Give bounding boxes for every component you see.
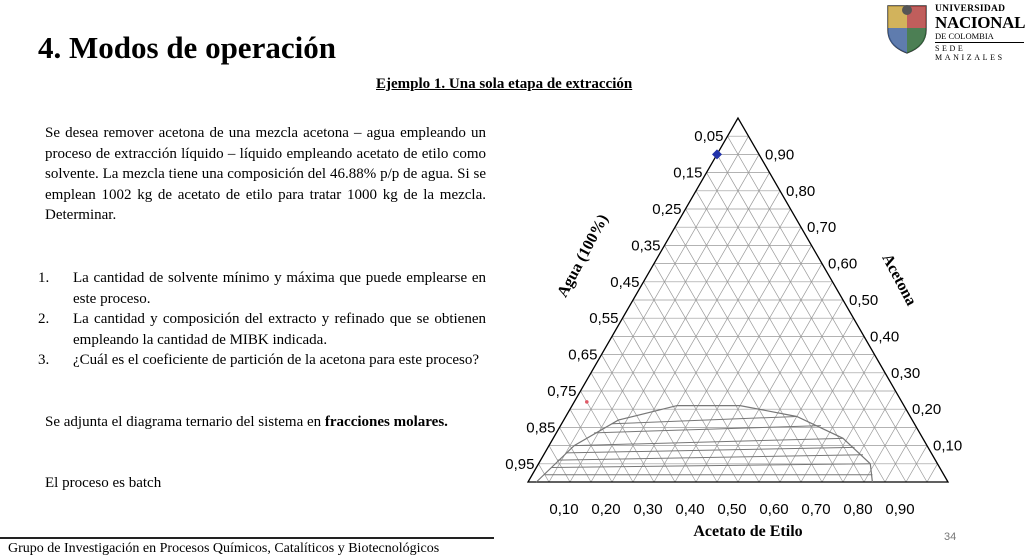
right-tick-label: 0,50 [849,292,879,309]
tie-line [594,426,821,433]
tie-line [551,464,870,468]
grid-line [581,391,634,482]
left-tick-label: 0,55 [589,310,619,328]
university-logo [884,0,1025,62]
grid-line [885,427,917,482]
batch-note: El proceso es batch [45,475,162,491]
grid-line [717,282,833,482]
red-point [585,400,589,404]
footer-text: Grupo de Investigación en Procesos Químicos, Catalíticos y Biotecnológicos [8,541,440,556]
bottom-tick-label: 0,80 [843,501,873,518]
right-tick-label: 0,70 [807,219,837,237]
attachment-note [45,412,486,433]
right-tick-label: 0,30 [891,364,921,382]
question-list [38,268,486,371]
left-tick-label: 0,25 [652,201,682,218]
grid-line [801,355,875,482]
coat-of-arms-icon [884,0,930,56]
example-subtitle: Ejemplo 1. Una sola etapa de extracción [376,76,633,92]
left-tick-label: 0,75 [547,383,577,400]
right-tick-label: 0,20 [912,401,942,419]
left-axis-label: Agua (100%) [554,211,612,301]
left-tick-label: 0,45 [610,273,640,291]
blue-point [712,149,722,159]
footer-divider [0,537,494,539]
grid-line [549,136,749,482]
right-tick-label: 0,60 [828,255,858,273]
grid-line [927,464,938,482]
grid-line [686,209,844,482]
bottom-tick-label: 0,70 [801,501,831,518]
left-tick-label: 0,65 [568,346,598,364]
bottom-tick-label: 0,40 [675,501,705,518]
logo-line-4: SEDE MANIZALES [935,42,1024,62]
right-tick-label: 0,90 [765,146,795,164]
logo-line-1: UNIVERSIDAD [935,4,1006,14]
bottom-tick-label: 0,30 [633,501,663,518]
grid-line [665,245,802,482]
left-tick-label: 0,85 [526,419,556,437]
list-number: 2. [38,311,50,327]
list-item [38,309,486,350]
bottom-tick-label: 0,90 [885,501,915,518]
list-number: 3. [38,352,50,368]
logo-line-2: NACIONAL [935,13,1025,32]
bottom-axis-label: Acetato de Etilo [693,523,803,540]
bottom-tick-label: 0,50 [717,501,747,518]
binodal-curve-group [536,149,872,482]
bottom-tick-label: 0,10 [549,501,579,518]
tie-line [574,438,843,445]
left-tick-label: 0,35 [631,237,661,255]
right-tick-label: 0,40 [870,328,900,346]
attachment-text: Se adjunta el diagrama ternario del sistema en [45,414,325,430]
list-item [38,350,486,371]
list-text: ¿Cuál es el coeficiente de partición de la acetona para este proceso? [73,352,480,368]
tie-line [612,416,797,423]
right-axis-label: Acetona [878,251,920,309]
attachment-emphasis: fracciones molares. [324,414,448,430]
ternary-grid [528,118,948,482]
grid-line [843,391,896,482]
list-number: 1. [38,270,50,286]
slide-title: 4. Modos de operación [38,30,336,65]
right-tick-label: 0,80 [786,182,816,200]
grid-line [728,136,928,482]
list-text: La cantidad y composición del extracto y refinado que se obtienen empleando la cantidad de MIBK indicada. [73,311,486,348]
bottom-tick-label: 0,20 [591,501,621,518]
left-tick-label: 0,05 [694,128,724,146]
grid-line [602,355,676,482]
problem-statement: Se desea remover acetona de una mezcla acetona – agua empleando un proceso de extracción líquido – líquido empleando acetato de etilo como solvente. La mezcla tiene una composición del 46.88% p/p de agua. Si se emplean 1002 kg de acetato de etilo para tratar 1000 kg de la mezcla. Determinar. [45,125,486,223]
right-tick-label: 0,10 [933,437,963,455]
left-tick-label: 0,95 [505,455,535,473]
grid-line [644,282,760,482]
page-number: 34 [944,531,957,543]
list-item [38,268,486,309]
logo-line-3: DE COLOMBIA [935,31,994,41]
bottom-tick-label: 0,60 [759,501,789,518]
list-text: La cantidad de solvente mínimo y máxima que puede emplearse en este proceso. [73,270,486,307]
grid-line [759,318,854,482]
left-tick-label: 0,15 [673,164,703,182]
grid-line [675,245,812,482]
tie-line [557,455,863,460]
